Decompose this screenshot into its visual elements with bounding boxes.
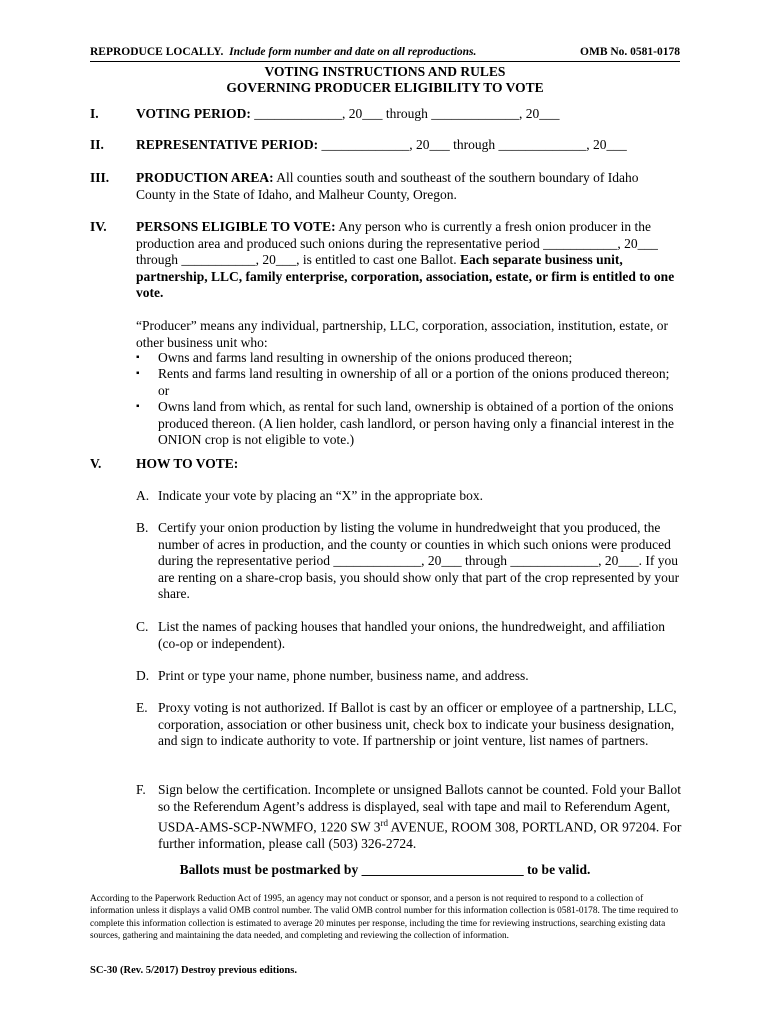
- section-i-number: I.: [90, 106, 99, 121]
- section-v-number: V.: [90, 456, 102, 471]
- form-header: [90, 45, 680, 62]
- postmark-deadline: Ballots must be postmarked by ________________________ to be valid.: [179, 862, 591, 877]
- section-representative-period: REPRESENTATIVE PERIOD: _____________, 20___ through _____________, 20___: [136, 137, 627, 152]
- title-line-1: VOTING INSTRUCTIONS AND RULES: [264, 64, 506, 79]
- section-ii-number: II.: [90, 137, 104, 152]
- producer-definition: “Producer” means any individual, partnership, LLC, corporation, association, institution, estate, or other business unit who:: [136, 318, 668, 350]
- title-line-2: GOVERNING PRODUCER ELIGIBILITY TO VOTE: [226, 80, 544, 95]
- section-iii-number: III.: [90, 170, 110, 185]
- bullet-icon: ▪: [136, 401, 140, 412]
- section-iv-number: IV.: [90, 219, 107, 234]
- bullet-icon: ▪: [136, 368, 140, 379]
- bullet-icon: ▪: [136, 352, 140, 363]
- section-persons-eligible: PERSONS ELIGIBLE TO VOTE: Any person who is currently a fresh onion producer in the production area and produced such onions during the representative period ___________, 20___ through ___________, 20___, is entitled to cast one Ballot. Each separate business unit, partnership, LLC, family enterprise, corporation, association, estate, or firm is entitled to one vote.: [136, 219, 675, 300]
- section-voting-period: VOTING PERIOD: _____________, 20___ through _____________, 20___: [136, 106, 560, 121]
- reproduce-note: REPRODUCE LOCALLY. Include form number and date on all reproductions.: [90, 46, 477, 58]
- form-footer: SC-30 (Rev. 5/2017) Destroy previous editions.: [90, 965, 297, 976]
- section-how-to-vote: HOW TO VOTE:: [136, 456, 239, 471]
- omb-number: OMB No. 0581-0178: [580, 46, 680, 58]
- document-page: REPRODUCE LOCALLY. Include form number and date on all reproductions. OMB No. 0581-0178 VOTING INSTRUCTIONS AND RULES GOVERNING PRODUCER ELIGIBILITY TO VOTE I. VOTING PERIOD: _____________, 20___ through _____________, 20___ II. REPRESENTATIVE PERIOD: _____________, 20___ through _____________, 20___ III. PRODUCTION AREA: All counties south and southeast of the southern boundary of Idaho County in the State of Idaho, and Malheur County, Oregon. IV. PERSONS ELIGIBLE TO VOTE: Any person who is currently a fresh onion producer in the production area and produced such onions during the representative period ___________, 20___ through ___________, 20___, is entitled to cast one Ballot. Each separate business unit, partnership, LLC, family enterprise, corporation, association, estate, or firm is entitled to one vote. “Producer” means any individual, partnership, LLC, corporation, association, institution, estate, or other business unit who: ▪ Owns and farms land resulting in ownership of the onions produced thereon; ▪ Rents and farms land resulting in ownership of all or a portion of the onions produced thereon; or ▪ Owns land from which, as rental for such land, ownership is obtained of a portion of the onions produced thereon. (A lien holder, cash landlord, or person having only a financial interest in the ONION crop is not eligible to vote.) V. HOW TO VOTE: A. Indicate your vote by placing an “X” in the appropriate box. B. Certify your onion production by listing the volume in hundredweight that you produced, the number of acres in production, and the county or counties in which such onions were produced during the representative period _____________, 20___ through _____________, 20___. If you are renting on a share-crop basis, you should show only that part of the crop represented by your share. C. List the names of packing houses that handled your onions, the hundredweight, and affiliation (co-op or independent). D. Print or type your name, phone number, business name, and address. E. Proxy voting is not authorized. If Ballot is cast by an officer or employee of a partnership, LLC, corporation, association or other business unit, check box to indicate your business designation, and sign to indicate authority to vote. If partnership or joint venture, list names of partners. F. Sign below the certification. Incomplete or unsigned Ballots cannot be counted. Fold your Ballot so the Referendum Agent’s address is displayed, seal with tape and mail to Referendum Agent, USDA-AMS-SCP-NWMFO, 1220 SW 3rd AVENUE, ROOM 308, PORTLAND, OR 97204. For further information, please call (503) 326-2724. Ballots must be postmarked by ________________________ to be valid. According to the Paperwork Reduction Act of 1995, an agency may not conduct or sponsor, and a person is not required to respond to a collection of information unless it displays a valid OMB control number. The valid OMB control number for this information collection is 0581-0178. The time required to complete this information collection is estimated to average 20 minutes per response, including the time for reviewing instructions, searching existing data sources, gathering and maintaining the data needed, and completing and reviewing the collection of information. SC-30 (Rev. 5/2017) Destroy previous editions.: [90, 46, 682, 976]
- paperwork-reduction-notice: According to the Paperwork Reduction Act of 1995, an agency may not conduct or sponsor, and a person is not required to respond to a collection of information unless it displays a valid OMB control number. The valid OMB control number for this information collection is 0581-0178. The time required to complete this information collection is estimated to average 20 minutes per response, including the time for reviewing instructions, searching existing data sources, gathering and maintaining the data needed, and completing and reviewing the collection of information.: [90, 894, 679, 941]
- section-production-area: PRODUCTION AREA: All counties south and southeast of the southern boundary of Idaho County in the State of Idaho, and Malheur County, Oregon.: [136, 170, 639, 202]
